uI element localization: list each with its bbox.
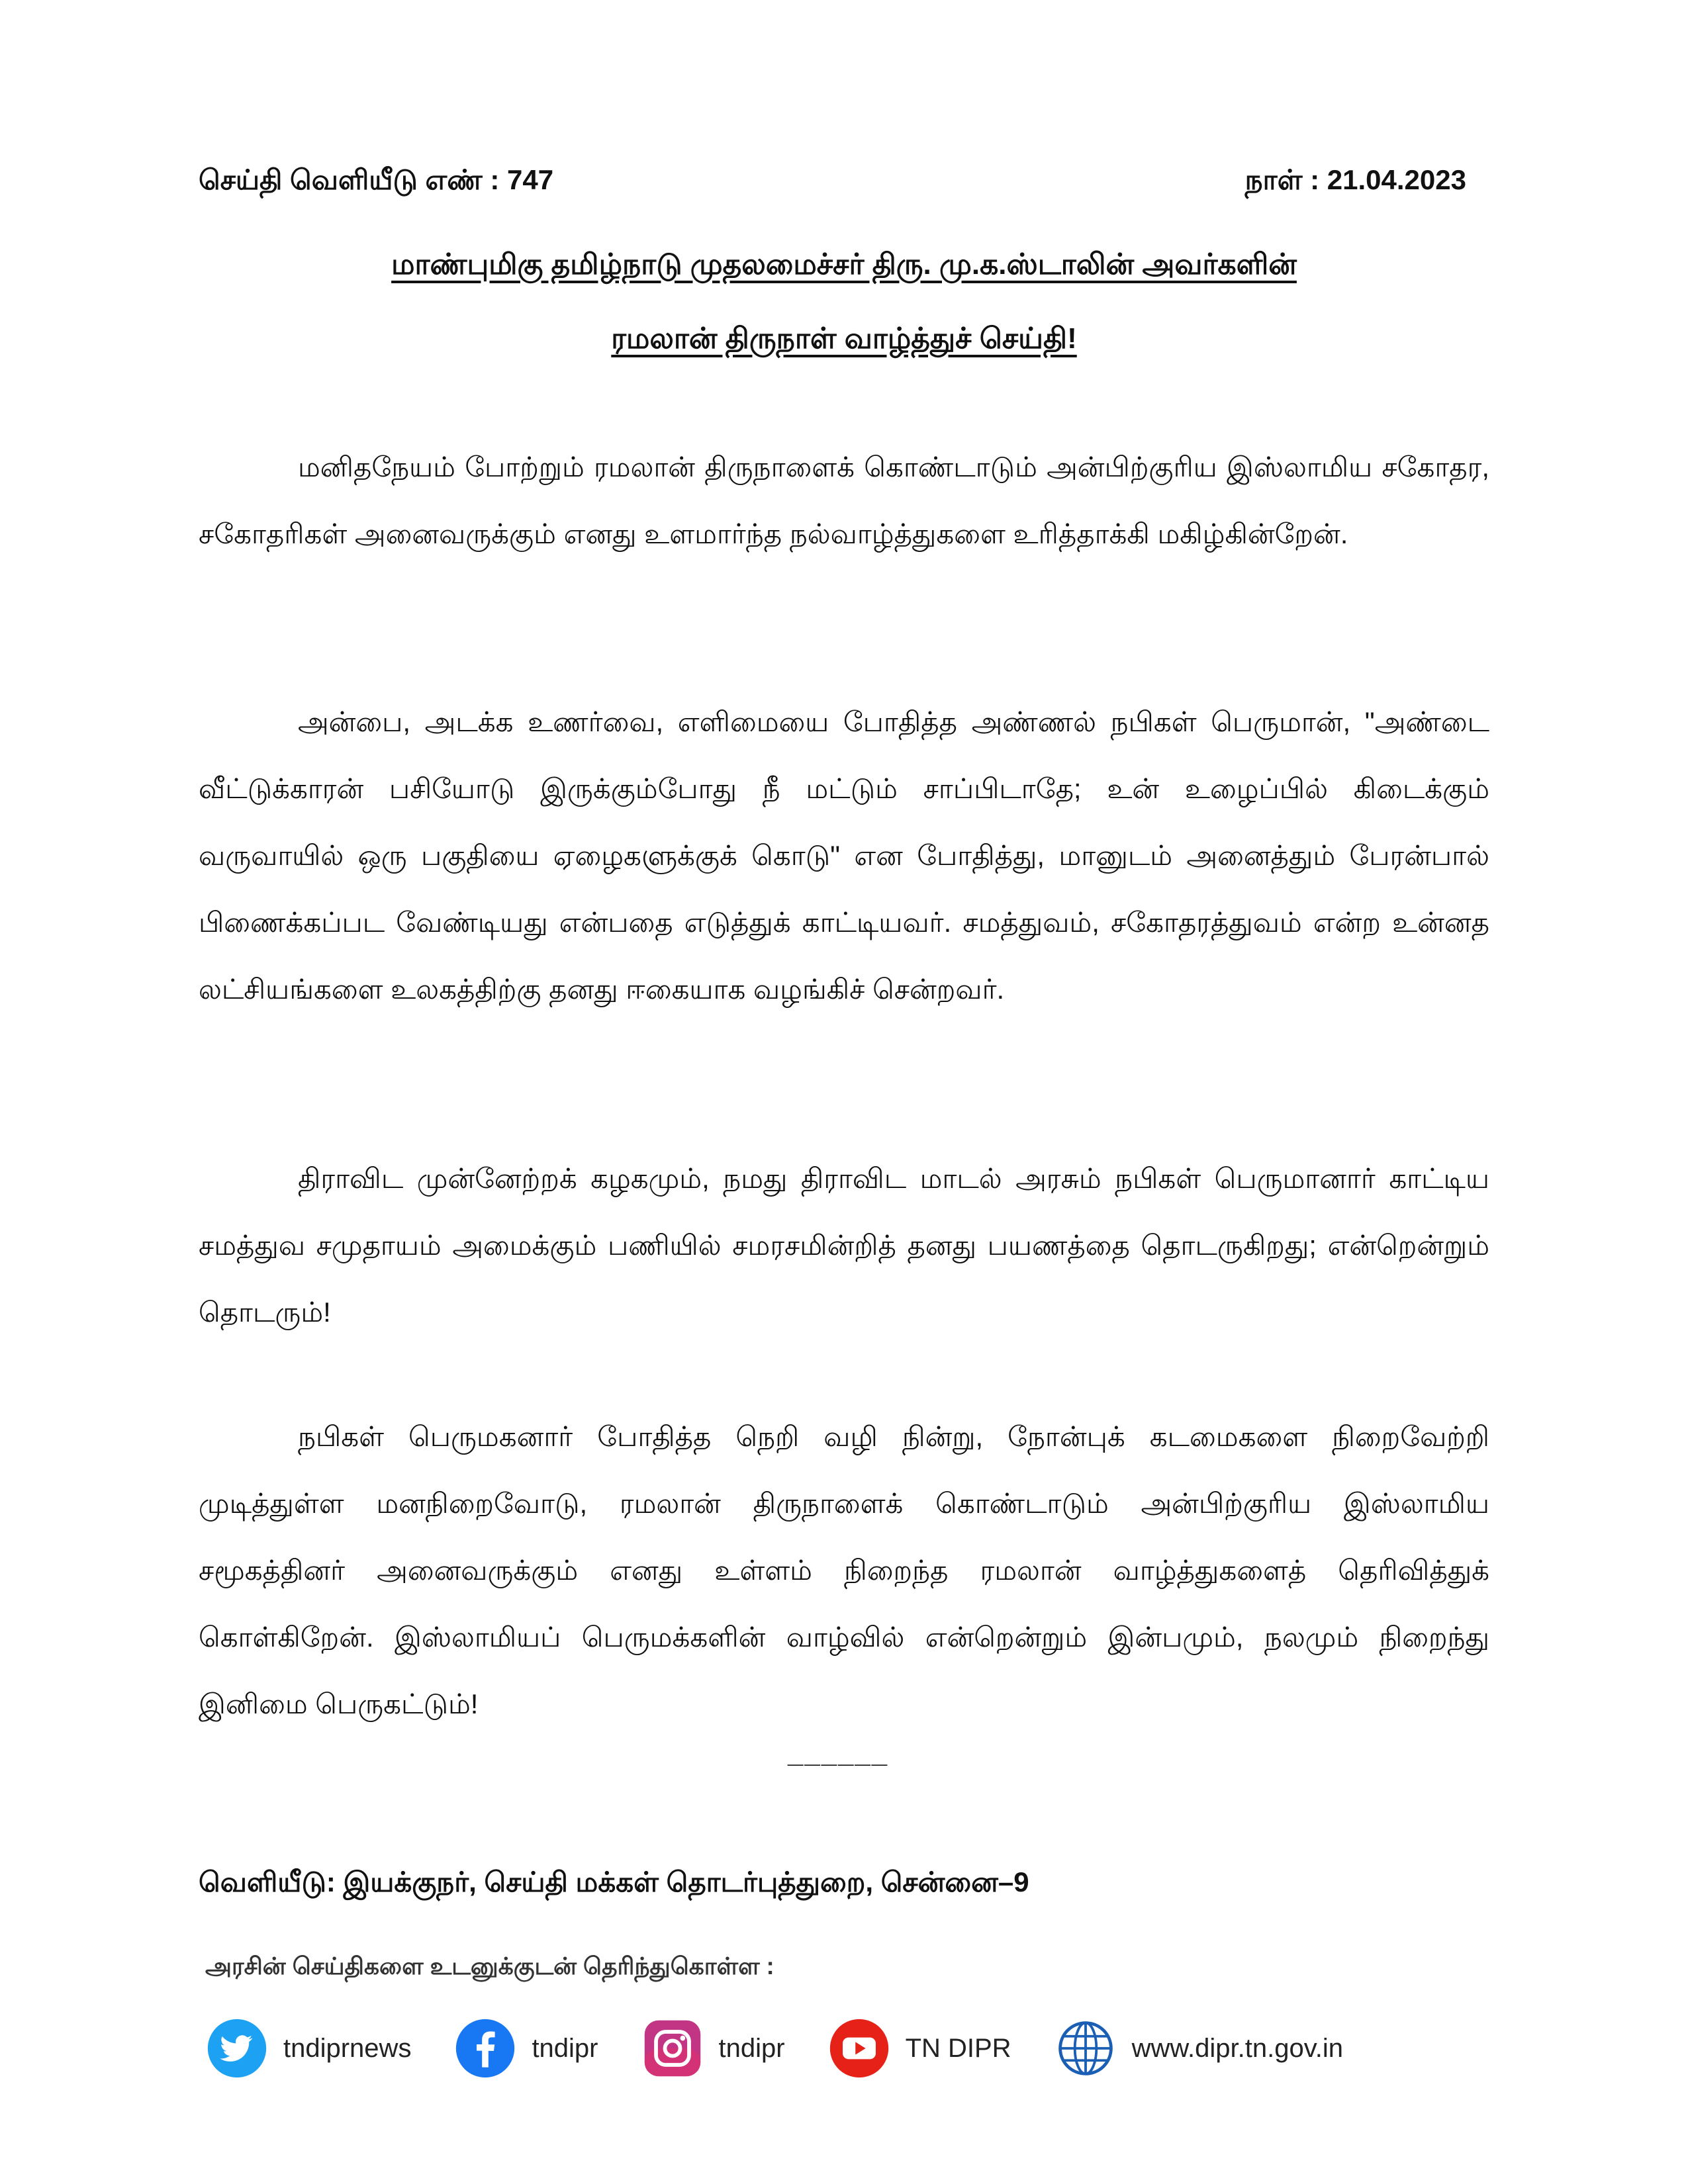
instagram-handle: tndipr: [718, 2033, 785, 2063]
social-link-youtube[interactable]: [827, 2017, 1011, 2080]
paragraph-4: நபிகள் பெருமகனார் போதித்த நெறி வழி நின்று, நோன்புக் கடமைகளை நிறைவேற்றி முடித்துள்ள மனநிறைவோடு, ரமலான் திருநாளைக் கொண்டாடும் அன்பிற்குரிய இஸ்லாமிய சமூகத்தினர் அனைவருக்கும் எனது உள்ளம் நிறைந்த ரமலான் வாழ்த்துகளைத் தெரிவித்துக் கொள்கிறேன். இஸ்லாமியப் பெருமக்களின் வாழ்வில் என்றென்றும் இன்பமும், நலமும் நிறைந்து இனிமை பெருகட்டும்!: [199, 1421, 1489, 1719]
issuer-line: வெளியீடு: இயக்குநர், செய்தி மக்கள் தொடர்புத்துறை, சென்னை–9: [199, 1866, 1029, 1897]
instagram-icon: [641, 2017, 704, 2080]
twitter-icon: [205, 2017, 269, 2080]
title-line-2: ரமலான் திருநாள் வாழ்த்துச் செய்தி!: [611, 322, 1077, 355]
globe-icon: [1054, 2017, 1117, 2080]
social-link-facebook[interactable]: [453, 2017, 598, 2080]
social-links: [205, 2012, 1343, 2085]
twitter-handle: tndiprnews: [283, 2033, 412, 2063]
social-link-instagram[interactable]: [641, 2017, 785, 2080]
paragraph-1: மனிதநேயம் போற்றும் ரமலான் திருநாளைக் கொண்டாடும் அன்பிற்குரிய இஸ்லாமிய சகோதர, சகோதரிகள் அனைவருக்கும் எனது உளமார்ந்த நல்வாழ்த்துகளை உரித்தாக்கி மகிழ்கின்றேன்.: [199, 451, 1489, 549]
social-intro: அரசின் செய்திகளை உடனுக்குடன் தெரிந்துகொள்ள :: [205, 1952, 774, 1979]
social-link-twitter[interactable]: [205, 2017, 411, 2080]
paragraph-3: திராவிட முன்னேற்றக் கழகமும், நமது திராவிட மாடல் அரசும் நபிகள் பெருமானார் காட்டிய சமத்துவ சமுதாயம் அமைக்கும் பணியில் சமரசமின்றித் தனது பயணத்தை தொடருகிறது; என்றென்றும் தொடரும்!: [199, 1163, 1489, 1328]
youtube-channel: TN DIPR: [905, 2033, 1011, 2063]
facebook-handle: tndipr: [532, 2033, 598, 2063]
social-link-website[interactable]: [1054, 2017, 1343, 2080]
release-date: நாள் : 21.04.2023: [1244, 164, 1466, 195]
paragraph-2: அன்பை, அடக்க உணர்வை, எளிமையை போதித்த அண்ணல் நபிகள் பெருமான், "அண்டை வீட்டுக்காரன் பசியோடு இருக்கும்போது நீ மட்டும் சாப்பிடாதே; உன் உழைப்பில் கிடைக்கும் வருவாயில் ஒரு பகுதியை ஏழைகளுக்குக் கொடு" என போதித்து, மானுடம் அனைத்தும் பேரன்பால் பிணைக்கப்பட வேண்டியது என்பதை எடுத்துக் காட்டியவர். சமத்துவம், சகோதரத்துவம் என்ற உன்னத லட்சியங்களை உலகத்திற்கு தனது ஈகையாக வழங்கிச் சென்றவர்.: [199, 706, 1489, 1005]
release-meta: [199, 162, 1466, 202]
release-number: செய்தி வெளியீடு எண் : 747: [199, 164, 554, 195]
facebook-icon: [453, 2017, 517, 2080]
end-divider: ______: [788, 1737, 889, 1768]
youtube-icon: [827, 2017, 891, 2080]
title-line-1: மாண்புமிகு தமிழ்நாடு முதலமைச்சர் திரு. மு.க.ஸ்டாலின் அவர்களின்: [391, 248, 1297, 281]
website-url: www.dipr.tn.gov.in: [1131, 2033, 1343, 2063]
